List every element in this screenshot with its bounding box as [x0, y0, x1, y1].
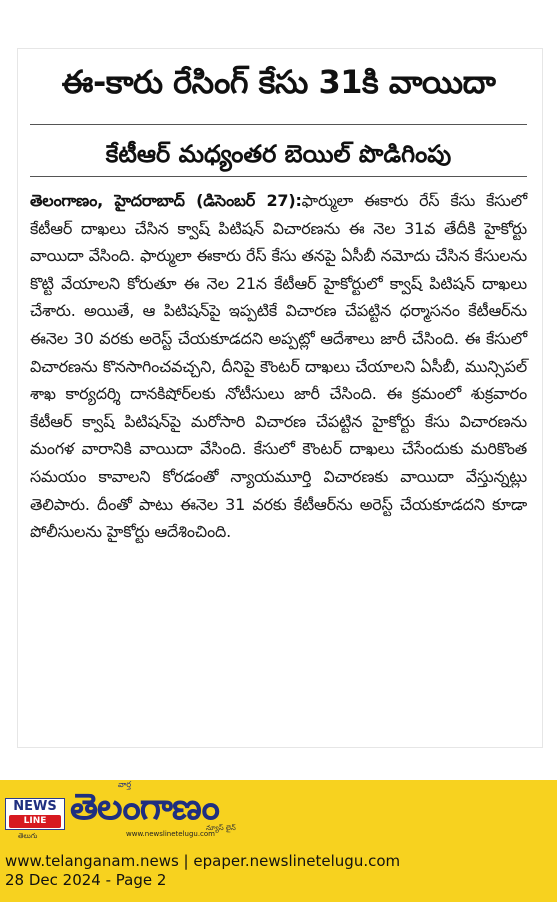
body-text: ఫార్ములా ఈకారు రేస్ కేసు కేసులో కేటీఆర్ దాఖలు చేసిన క్వాష్ పిటిషన్ విచారణను ఈ నెల 31వ తేదీకి హైకోర్టు వాయిదా వేసింది. ఫార్ములా ఈకారు రేస్ కేసు తనపై ఏసీబీ నమోదు చేసిన కేసులను కొట్టి వేయాలని కోరుతూ ఈ నెల 21న కేటీఆర్ హైకోర్టులో క్వాష్ పిటిషన్ దాఖలు చేశారు. అయితే, ఆ పిటిషన్‌పై ఇప్పటికే విచారణ చేపట్టిన ధర్మాసనం కేటీఆర్‌ను ఈనెల 30 వరకు అరెస్ట్ చేయకూడదని అప్పట్లో ఆదేశాలు జారీ చేసింది. ఈ కేసులో విచారణను కొనసాగించవచ్చని, దీనిపై కౌంటర్ దాఖలు చేయాలని ఏసీబీ, మున్సిపల్ శాఖ కార్యదర్శి దానకిషోర్‌లకు నోటీసులు జారీ చేసింది. ఈ క్రమంలో శుక్రవారం కేటీఆర్ క్వాష్ పిటిషన్‌పై మరోసారి విచారణ చేపట్టిన హైకోర్టు కేసు విచారణను మంగళ వారానికి వాయిదా వేసింది. కేసులో కౌంటర్ దాఖలు చేసేందుకు మరికొంత సమయం కావాలని కోరడంతో న్యాయమూర్తి విచారణకు వాయిదా వేస్తున్నట్లు తెలిపారు. దీంతో పాటు ఈనెల 31 వరకు కేటీఆర్‌ను అరెస్ట్ చేయకూడదని కూడా పోలీసులను హైకోర్టు ఆదేశించింది.: [30, 191, 527, 542]
subheadline: కేటీఆర్ మధ్యంతర బెయిల్ పొడిగింపు: [105, 140, 452, 168]
telanganam-logo-small: వార్త: [118, 780, 132, 789]
newsline-logo-sub: తెలుగు: [18, 832, 38, 840]
footer-banner: [0, 780, 557, 902]
newsline-logo-bottom: LINE: [9, 815, 61, 828]
newsline-logo-top: NEWS: [13, 799, 57, 814]
newsline-logo: [5, 798, 65, 830]
article-body: [30, 187, 527, 546]
dateline: తెలంగాణం, హైదరాబాద్ (డిసెంబర్ 27):: [30, 191, 302, 210]
logo-tagline: న్యూస్ లైన్: [206, 824, 236, 832]
headline-divider: [30, 124, 527, 125]
subheadline-divider: [30, 176, 527, 177]
source-links: www.telanganam.news | epaper.newslinetelugu.com: [5, 852, 401, 870]
headline: ఈ-కారు రేసింగ్ కేసు 31కి వాయిదా: [61, 63, 496, 101]
edition-date: 28 Dec 2024 - Page 2: [5, 871, 167, 889]
telanganam-logo: తెలంగాణం: [70, 787, 219, 828]
logo-url: www.newslinetelugu.com: [126, 830, 215, 838]
